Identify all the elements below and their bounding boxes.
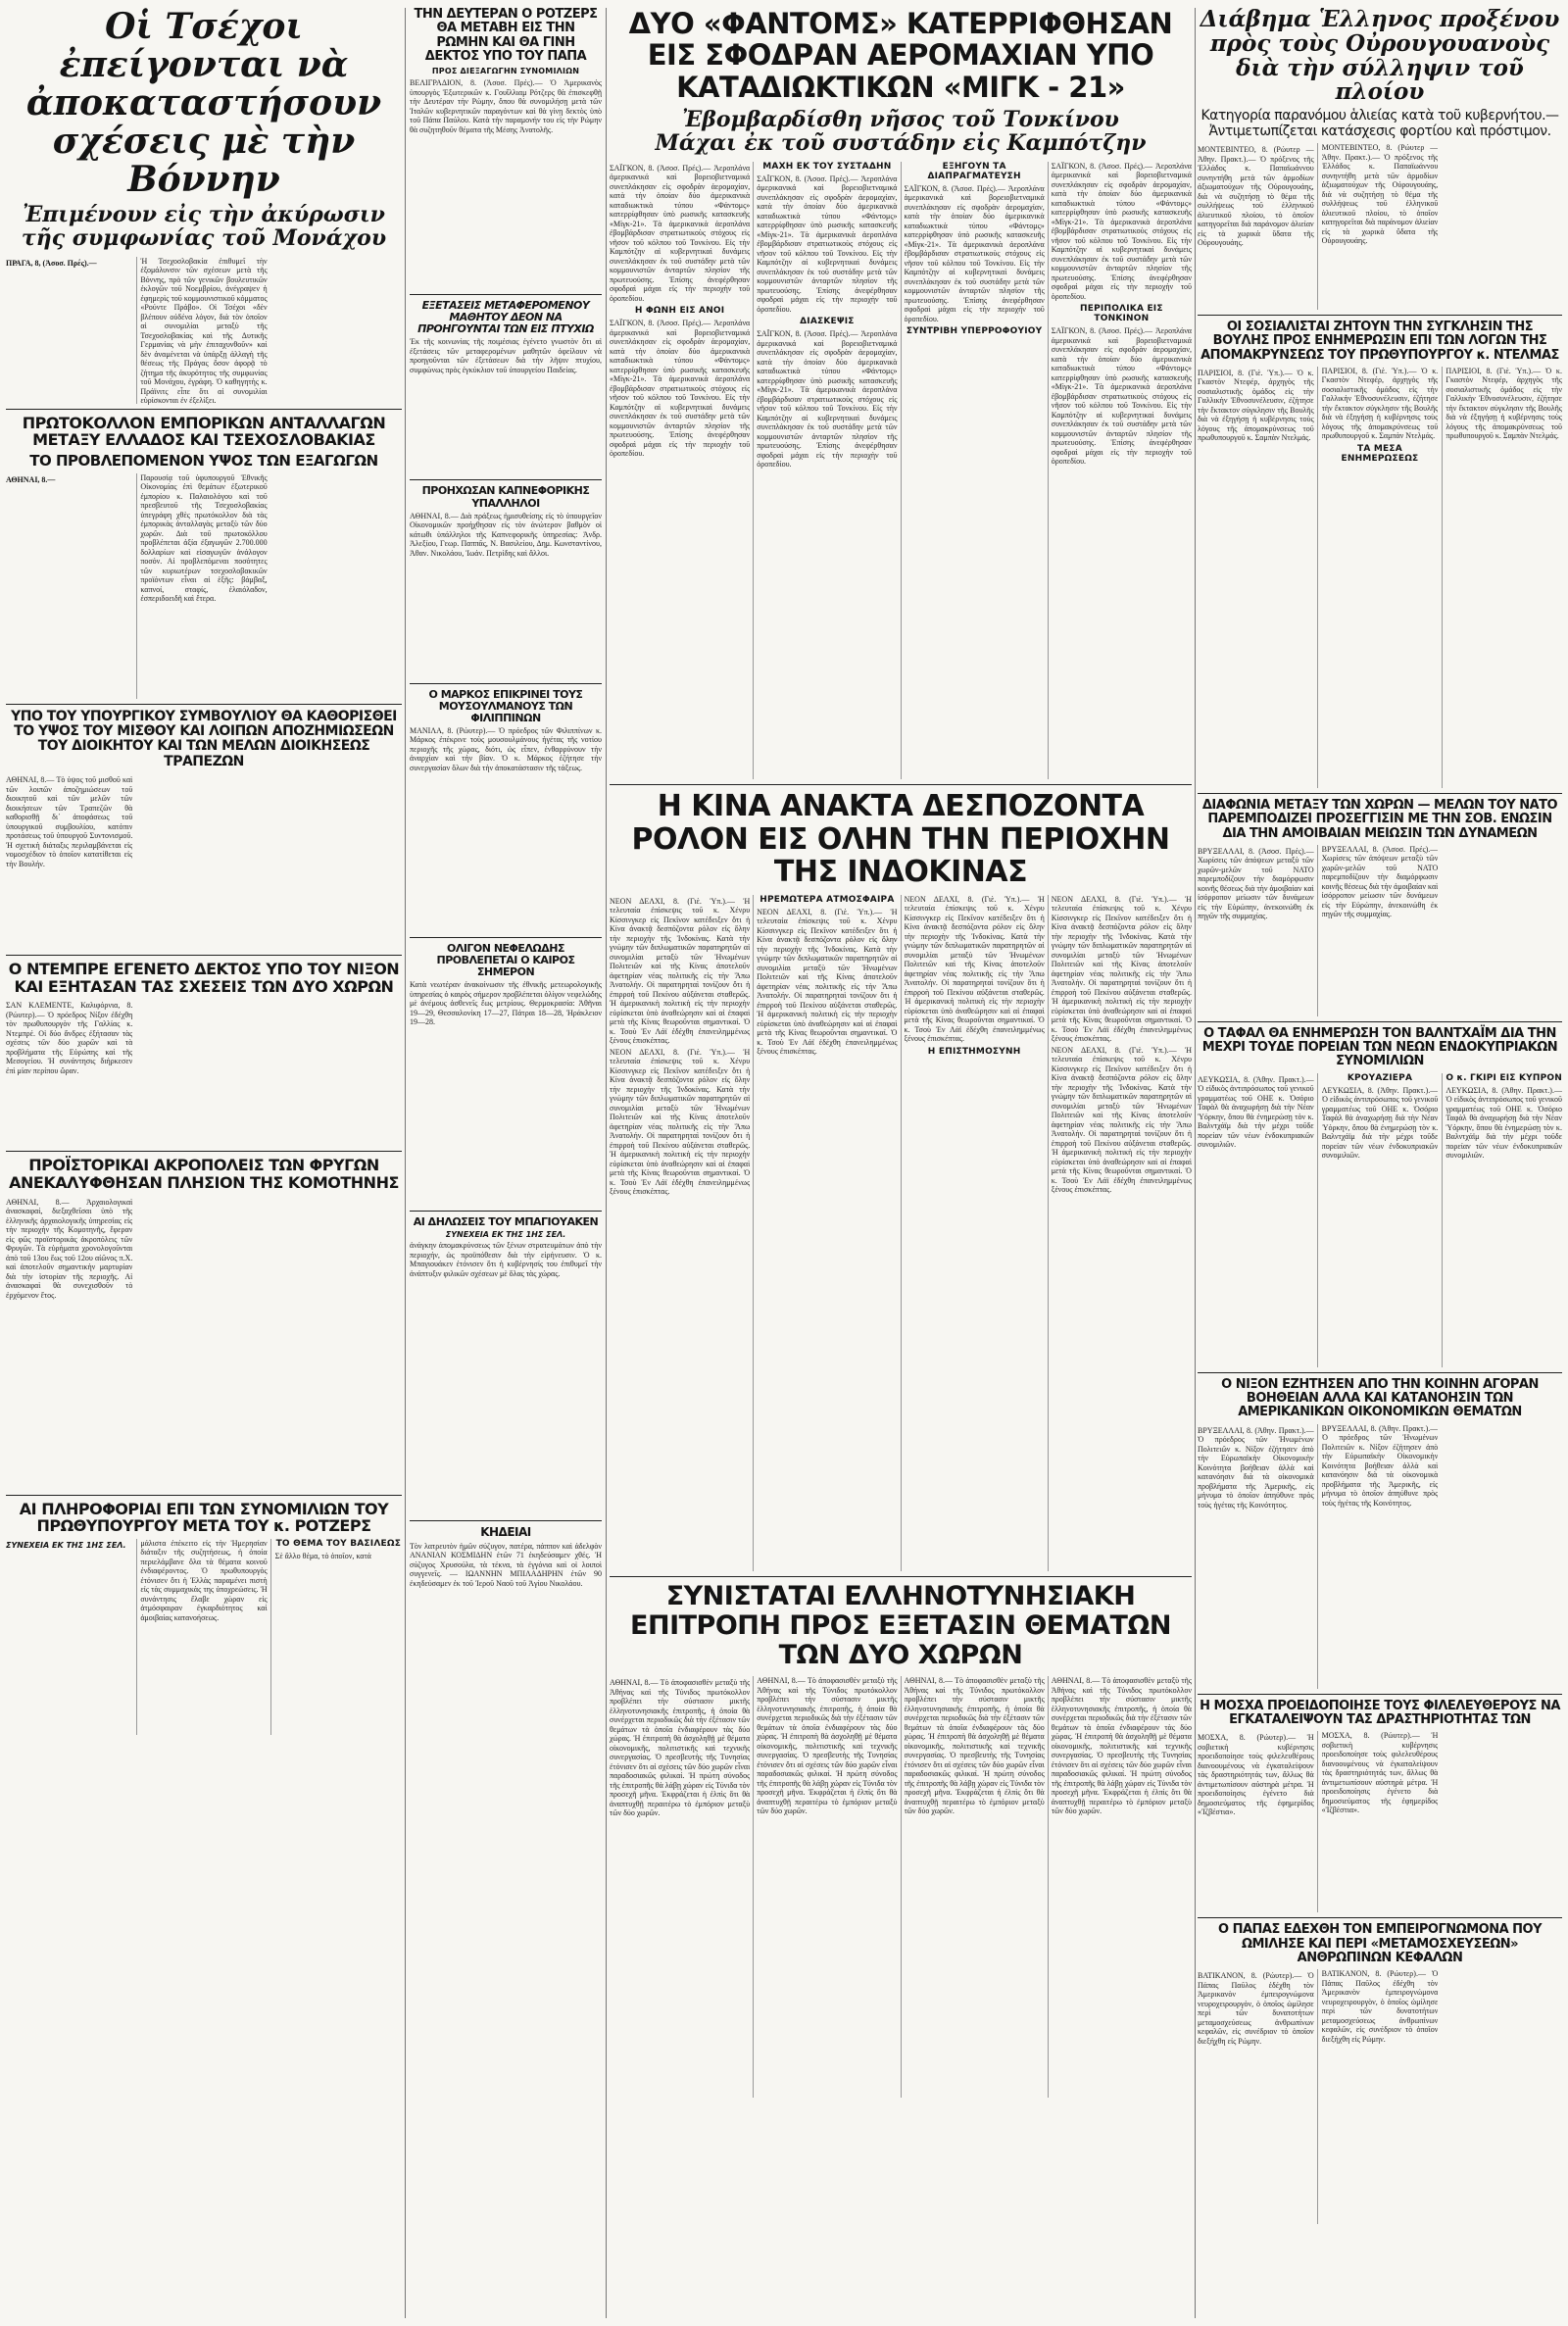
headline-pope: Ο ΠΑΠΑΣ ΕΔΕΧΘΗ ΤΟΝ ΕΜΠΕΙΡΟΓΝΩΜΟΝΑ ΠΟΥ ΩΜΙΛΗΣΕ ΚΑΙ ΠΕΡΙ «ΜΕΤΑΜΟΣΧΕΥΣΕΩΝ» ΑΝΘΡΩΠΙΝΩΝ ΚΕΦΑΛΩΝ (1218, 1922, 1542, 1965)
headline-funerals: ΚΗΔΕΙΑΙ (480, 1525, 531, 1540)
headline-dhaka: ΑΙ ΔΗΛΩΣΕΙΣ ΤΟΥ ΜΠΑΓΙΟΥΑΚΕΝ (413, 1215, 599, 1229)
article-body: ΑΘΗΝΑΙ, 8.— Τὸ ἀποφασισθὲν μεταξὺ τῆς Ἀθήνας καὶ τῆς Τύνιδος πρωτόκολλον προβλέπει τὴν σύστασιν μικτῆς ἑλληνοτυνησιακῆς ἐπιτροπῆς, ἡ ὁποία θὰ συνέρχεται περιοδικῶς διὰ τὴν ἐξέτασιν τῶν θεμάτων τὰ ὁποῖα ἐνδιαφέρουν τὰς δύο χώρας. Ἡ ἐπιτροπὴ θὰ ἀσχοληθῇ μὲ θέματα οἰκονομικῆς, πολιτιστικῆς καὶ τεχνικῆς συνεργασίας. Ὁ πρεσβευτὴς τῆς Τυνησίας ἐτόνισεν ὅτι αἱ σχέσεις τῶν δύο χωρῶν εἶναι παραδοσιακῶς φιλικαί. Ἡ πρώτη σύνοδος τῆς ἐπιτροπῆς θὰ λάβῃ χώραν εἰς Τύνιδα τὸν προσεχῆ μῆνα. Ἐκφράζεται ἡ ἐλπὶς ὅτι θὰ ἀναπτυχθῇ περαιτέρω τὸ ἐμπόριον μεταξὺ τῶν δύο χωρῶν. (757, 1676, 898, 1816)
article-body: ΠΑΡΙΣΙΟΙ, 8. (Γιὲ. Ὑπ.).— Ὁ κ. Γκαστὸν Ντεφέρ, ἀρχηγὸς τῆς σοσιαλιστικῆς ὁμάδος εἰς τὴν Γαλλικὴν Ἐθνοσυνέλευσιν, ἐζήτησε τὴν ἔκτακτον σύγκλησιν τῆς Βουλῆς διὰ νὰ ἐξηγήσῃ ἡ κυβέρνησις τοὺς λόγους τῆς ἀπομακρύνσεως τοῦ πρωθυπουργοῦ κ. Σαμπὰν Ντελμάς. (1446, 366, 1562, 441)
continued-label: ΣΥΝΕΧΕΙΑ ΕΚ ΤΗΣ 1ΗΣ ΣΕΛ. (445, 1230, 566, 1240)
headline-socialists: ΟΙ ΣΟΣΙΑΛΙΣΤΑΙ ΖΗΤΟΥΝ ΤΗΝ ΣΥΓΚΛΗΣΙΝ ΤΗΣ ΒΟΥΛΗΣ ΠΡΟΣ ΕΝΗΜΕΡΩΣΙΝ ΕΠΙ ΤΩΝ ΛΟΓΩΝ ΤΗΣ ΑΠΟΜΑΚΡΥΝΣΕΩΣ ΤΟΥ ΠΡΩΘΥΠΟΥΡΓΟΥ κ. ΝΤΕΛΜΑΣ (1200, 320, 1559, 363)
article-pope (1198, 1969, 1562, 2224)
section-heading: Η ΦΩΝΗ ΕΙΣ ΑΝΟΙ (634, 306, 725, 317)
article-czech (6, 257, 402, 404)
continued-label: ΣΥΝΕΧΕΙΑ ΕΚ ΤΗΣ 1ΗΣ ΣΕΛ. (6, 1540, 126, 1550)
section-heading: Ο κ. ΓΚΙΡΙ ΕΙΣ ΚΥΠΡΟΝ (1446, 1072, 1562, 1083)
section-heading: ΔΙΑΣΚΕΨΙΣ (800, 317, 855, 327)
article-body: ΣΑΝ ΚΛΕΜΕΝΤΕ, Καλιφόρνια, 8. (Ρώυτερ).— Ὁ πρόεδρος Νίξον ἐδέχθη τὸν πρωθυπουργὸν τῆς Γαλλίας κ. Ντεμπρέ. Οἱ δύο ἄνδρες ἐξήτασαν τὰς σχέσεις τῶν δύο χωρῶν καὶ τὰ προβλήματα τῆς Εὐρώπης καὶ τῆς Μεσογείου. Ἡ συνάντησις διήρκεσεν ἐπὶ μίαν περίπου ὥραν. (6, 1001, 133, 1075)
column-center (610, 8, 1192, 2318)
article-body: ΣΑΪΓΚΟΝ, 8. (Ἀσοσ. Πρές).— Ἀεροπλάνα ἀμερικανικά καὶ βορειοβιετναμικά συνεπλάκησαν εἰς σφοδρὰν ἀερομαχίαν, κατὰ τὴν ὁποίαν δύο ἀμερικανικὰ καταδιωκτικὰ τύπου «Φάντομς» κατερρίφθησαν ὑπὸ ρωσικῆς κατασκευῆς «Μὶγκ-21». Τὰ ἀμερικανικὰ ἀεροπλάνα ἐβομβάρδισαν στρατιωτικοὺς στόχους εἰς νῆσον τοῦ κόλπου τοῦ Τονκίνου. Εἰς τὴν Καμπότζην αἱ κυβερνητικαὶ δυνάμεις συνεπλάκησαν ἐκ τοῦ συστάδην μετὰ τῶν κομμουνιστῶν ἀνταρτῶν πλησίον τῆς πρωτευούσης. Ἐπίσης ἀνεφέρθησαν σφοδραὶ μάχαι εἰς τὴν περιοχὴν τοῦ ὁροπεδίου. (1051, 161, 1192, 301)
article-body: ΒΡΥΞΕΛΛΑΙ, 8. (Ἀσοσ. Πρές).— Χωρίσεις τῶν ἀπόψεων μεταξὺ τῶν χωρῶν-μελῶν τοῦ ΝΑΤΟ παρεμποδίζουν τὴν διαμόρφωσιν κοινῆς θέσεως διὰ τὴν ἀμοιβαίαν καὶ ἰσόρροπον μείωσιν τῶν δυνάμεων εἰς τὴν Εὐρώπην, ἀνεκοινώθη ἐκ πηγῶν τῆς συμμαχίας. (1198, 846, 1314, 921)
column-divider (1195, 8, 1196, 2318)
headline-acropolis: ΠΡΟΪΣΤΟΡΙΚΑΙ ΑΚΡΟΠΟΛΕΙΣ ΤΩΝ ΦΡΥΓΩΝ ΑΝΕΚΑΛΥΦΘΗΣΑΝ ΠΛΗΣΙΟΝ ΤΗΣ ΚΟΜΟΤΗΝΗΣ (9, 1156, 399, 1192)
subhead-trade: ΤΟ ΠΡΟΒΛΕΠΟΜΕΝΟΝ ΥΨΟΣ ΤΩΝ ΕΞΑΓΩΓΩΝ (29, 452, 378, 470)
article-body: ΣΑΪΓΚΟΝ, 8. (Ἀσοσ. Πρές).— Ἀεροπλάνα ἀμερικανικά καὶ βορειοβιετναμικά συνεπλάκησαν εἰς σφοδρὰν ἀερομαχίαν, κατὰ τὴν ὁποίαν δύο ἀμερικανικὰ καταδιωκτικὰ τύπου «Φάντομς» κατερρίφθησαν ὑπὸ ρωσικῆς κατασκευῆς «Μὶγκ-21». Τὰ ἀμερικανικὰ ἀεροπλάνα ἐβομβάρδισαν στρατιωτικοὺς στόχους εἰς νῆσον τοῦ κόλπου τοῦ Τονκίνου. Εἰς τὴν Καμπότζην αἱ κυβερνητικαὶ δυνάμεις συνεπλάκησαν ἐκ τοῦ συστάδην μετὰ τῶν κομμουνιστῶν ἀνταρτῶν πλησίον τῆς πρωτευούσης. Ἐπίσης ἀνεφέρθησαν σφοδραὶ μάχαι εἰς τὴν περιοχὴν τοῦ ὁροπεδίου. (757, 173, 898, 314)
article-body: ἀνάγκην ἀπομακρύνσεως τῶν ξένων στρατευμάτων ἀπὸ τὴν περιοχήν, ὡς προϋπόθεσιν διὰ τὴν εἰρήνευσιν. Ὁ κ. Μπαγιουάκεν ἐτόνισεν ὅτι ἡ κυβέρνησίς του ἐπιθυμεῖ τὴν ἀνάπτυξιν φιλικῶν σχέσεων μὲ ὅλας τὰς χώρας. (410, 1241, 602, 1278)
article-body: ΒΑΤΙΚΑΝΟΝ, 8. (Ρώυτερ).— Ὁ Πάπας Παῦλος ἐδέχθη τὸν Ἀμερικανὸν ἐμπειρογνώμονα νευροχειρουργὸν, ὁ ὁποῖος ὡμίλησε περὶ τῶν δυνατοτήτων μεταμοσχεύσεως ἀνθρωπίνων κεφαλῶν, εἰς συνέδριον τὸ ὁποῖον διεξήχθη εἰς Ρώμην. (1321, 1969, 1439, 2044)
article-body: ΒΡΥΞΕΛΛΑΙ, 8. (Ἀσοσ. Πρές).— Χωρίσεις τῶν ἀπόψεων μεταξὺ τῶν χωρῶν-μελῶν τοῦ ΝΑΤΟ παρεμποδίζουν τὴν διαμόρφωσιν κοινῆς θέσεως διὰ τὴν ἀμοιβαίαν καὶ ἰσόρροπον μείωσιν τῶν δυνάμεων εἰς τὴν Εὐρώπην, ἀνεκοινώθη ἐκ πηγῶν τῆς συμμαχίας. (1321, 844, 1439, 919)
subhead-tonkin: Ἐβομβαρδίσθη νῆσος τοῦ Τονκίνου (682, 107, 1119, 133)
article-body: ΑΘΗΝΑΙ, 8.— Τὸ ἀποφασισθὲν μεταξὺ τῆς Ἀθήνας καὶ τῆς Τύνιδος πρωτόκολλον προβλέπει τὴν σύστασιν μικτῆς ἑλληνοτυνησιακῆς ἐπιτροπῆς, ἡ ὁποία θὰ συνέρχεται περιοδικῶς διὰ τὴν ἐξέτασιν τῶν θεμάτων τὰ ὁποῖα ἐνδιαφέρουν τὰς δύο χώρας. Ἡ ἐπιτροπὴ θὰ ἀσχοληθῇ μὲ θέματα οἰκονομικῆς, πολιτιστικῆς καὶ τεχνικῆς συνεργασίας. Ὁ πρεσβευτὴς τῆς Τυνησίας ἐτόνισεν ὅτι αἱ σχέσεις τῶν δύο χωρῶν εἶναι παραδοσιακῶς φιλικαί. Ἡ πρώτη σύνοδος τῆς ἐπιτροπῆς θὰ λάβῃ χώραν εἰς Τύνιδα τὸν προσεχῆ μῆνα. Ἐκφράζεται ἡ ἐλπὶς ὅτι θὰ ἀναπτυχθῇ περαιτέρω τὸ ἐμπόριον μεταξὺ τῶν δύο χωρῶν. (1051, 1676, 1192, 1816)
article-envoy (1198, 143, 1562, 310)
article-body: ΜΟΝΤΕΒΙΝΤΕΟ, 8. (Ρώυτερ — Ἀθην. Πρακτ.).— Ὁ πρόξενος τῆς Ἑλλάδος κ. Παπαϊωάννου συνηντήθη μετὰ τῶν ἁρμοδίων ἀξιωματούχων τῆς Οὐρουγουάης, διὰ νὰ συζητήσῃ τὸ θέμα τῆς συλλήψεως τοῦ ἑλληνικοῦ ἁλιευτικοῦ πλοίου, τὸ ὁποῖον κατηγορεῖται διὰ παράνομον ἁλιείαν εἰς τὰ χωρικὰ ὕδατα τῆς Οὐρουγουάης. (1198, 145, 1314, 248)
article-body: ΑΘΗΝΑΙ, 8.— Τὸ ἀποφασισθὲν μεταξὺ τῆς Ἀθήνας καὶ τῆς Τύνιδος πρωτόκολλον προβλέπει τὴν σύστασιν μικτῆς ἑλληνοτυνησιακῆς ἐπιτροπῆς, ἡ ὁποία θὰ συνέρχεται περιοδικῶς διὰ τὴν ἐξέτασιν τῶν θεμάτων τὰ ὁποῖα ἐνδιαφέρουν τὰς δύο χώρας. Ἡ ἐπιτροπὴ θὰ ἀσχοληθῇ μὲ θέματα οἰκονομικῆς, πολιτιστικῆς καὶ τεχνικῆς συνεργασίας. Ὁ πρεσβευτὴς τῆς Τυνησίας ἐτόνισεν ὅτι αἱ σχέσεις τῶν δύο χωρῶν εἶναι παραδοσιακῶς φιλικαί. Ἡ πρώτη σύνοδος τῆς ἐπιτροπῆς θὰ λάβῃ χώραν εἰς Τύνιδα τὸν προσεχῆ μῆνα. Ἐκφράζεται ἡ ἐλπὶς ὅτι θὰ ἀναπτυχθῇ περαιτέρω τὸ ἐμπόριον μεταξὺ τῶν δύο χωρῶν. (904, 1676, 1045, 1816)
article-body: ΣΑΪΓΚΟΝ, 8. (Ἀσοσ. Πρές).— Ἀεροπλάνα ἀμερικανικά καὶ βορειοβιετναμικά συνεπλάκησαν εἰς σφοδρὰν ἀερομαχίαν, κατὰ τὴν ὁποίαν δύο ἀμερικανικὰ καταδιωκτικὰ τύπου «Φάντομς» κατερρίφθησαν ὑπὸ ρωσικῆς κατασκευῆς «Μὶγκ-21». Τὰ ἀμερικανικὰ ἀεροπλάνα ἐβομβάρδισαν στρατιωτικοὺς στόχους εἰς νῆσον τοῦ κόλπου τοῦ Τονκίνου. Εἰς τὴν Καμπότζην αἱ κυβερνητικαὶ δυνάμεις συνεπλάκησαν ἐκ τοῦ συστάδην μετὰ τῶν κομμουνιστῶν ἀνταρτῶν πλησίον τῆς πρωτευούσης. Ἐπίσης ἀνεφέρθησαν σφοδραὶ μάχαι εἰς τὴν περιοχὴν τοῦ ὁροπεδίου. (904, 183, 1045, 323)
article-body: ΣΑΪΓΚΟΝ, 8. (Ἀσοσ. Πρές).— Ἀεροπλάνα ἀμερικανικά καὶ βορειοβιετναμικά συνεπλάκησαν εἰς σφοδρὰν ἀερομαχίαν, κατὰ τὴν ὁποίαν δύο ἀμερικανικὰ καταδιωκτικὰ τύπου «Φάντομς» κατερρίφθησαν ὑπὸ ρωσικῆς κατασκευῆς «Μὶγκ-21». Τὰ ἀμερικανικὰ ἀεροπλάνα ἐβομβάρδισαν στρατιωτικοὺς στόχους εἰς νῆσον τοῦ κόλπου τοῦ Τονκίνου. Εἰς τὴν Καμπότζην αἱ κυβερνητικαὶ δυνάμεις συνεπλάκησαν ἐκ τοῦ συστάδην μετὰ τῶν κομμουνιστῶν ἀνταρτῶν πλησίον τῆς πρωτευούσης. Ἐπίσης ἀνεφέρθησαν σφοδραὶ μάχαι εἰς τὴν περιοχὴν τοῦ ὁροπεδίου. (610, 319, 751, 459)
column-left (6, 8, 402, 2318)
section-heading: ΠΕΡΙΠΟΛΙΚΑ ΕΙΣ ΤΟΝΚΙΝΟΝ (1080, 304, 1163, 324)
article-body: ΜΑΝΙΛΑ, 8. (Ρώυτερ).— Ὁ πρόεδρος τῶν Φιλιππίνων κ. Μάρκος ἐπέκρινε τοὺς μουσουλμάνους ἡγέτας τῆς νοτίου περιοχῆς τῆς χώρας, διότι, ὡς εἶπεν, ἐνθαρρύνουν τὴν ἀναρχίαν καὶ τὴν βίαν. Ὁ κ. Μάρκος ἐζήτησε τὴν συνεργασίαν ὅλων διὰ τὴν ἀποκατάστασιν τῆς τάξεως. (410, 725, 602, 772)
subhead-cambodia: Μάχαι ἐκ τοῦ συστάδην εἰς Καμπότζην (655, 130, 1147, 157)
section-heading: ΗΡΕΜΩΤΕΡΑ ΑΤΜΟΣΦΑΙΡΑ (760, 894, 895, 905)
article-body: ΒΑΤΙΚΑΝΟΝ, 8. (Ρώυτερ).— Ὁ Πάπας Παῦλος ἐδέχθη τὸν Ἀμερικανὸν ἐμπειρογνώμονα νευροχειρουργὸν, ὁ ὁποῖος ὡμίλησε περὶ τῶν δυνατοτήτων μεταμοσχεύσεως ἀνθρωπίνων κεφαλῶν, εἰς συνέδριον τὸ ὁποῖον διεξήχθη εἰς Ρώμην. (1198, 1971, 1314, 2046)
article-body: ΝΕΟΝ ΔΕΛΧΙ, 8. (Γιὲ. Ὑπ.).— Ἡ τελευταία ἐπίσκεψις τοῦ κ. Χένρυ Κίσσινγκερ εἰς Πεκῖνον κατέδειξεν ὅτι ἡ Κίνα ἀνακτᾷ δεσπόζοντα ρόλον εἰς ὅλην τὴν περιοχὴν τῆς Ἰνδοκίνας. Κατὰ τὴν γνώμην τῶν διπλωματικῶν παρατηρητῶν αἱ συνομιλίαι μεταξὺ τῶν Ἡνωμένων Πολιτειῶν καὶ τῆς Κίνας ἀποτελοῦν ἀφετηρίαν νέας πολιτικῆς εἰς τὴν Ἄπω Ἀνατολήν. Οἱ παρατηρηταὶ τονίζουν ὅτι ἡ ἐπιρροὴ τοῦ Πεκίνου αὐξάνεται σταθερῶς. Ἡ ἀμερικανικὴ πολιτικὴ εἰς τὴν περιοχὴν εὑρίσκεται ὑπὸ ἀναθεώρησιν καὶ αἱ ἐπαφαὶ μετὰ τῆς Κίνας θεωροῦνται σημαντικαί. Ὁ κ. Τσοὺ Ἐν Λάϊ ἐδέχθη ἐπανειλημμένως ξένους ἐπισκέπτας. (757, 907, 898, 1057)
column-middle-left (410, 8, 602, 2318)
column-right (1198, 8, 1562, 2318)
article-body: ΜΟΣΧΑ, 8. (Ρώυτερ).— Ἡ σοβιετικὴ κυβέρνησις προειδοποίησε τοὺς φιλελευθέρους διανοουμένους νὰ ἐγκαταλείψουν τὰς δραστηριότητάς των, ἄλλως θὰ ἀντιμετωπίσουν αὐστηρὰ μέτρα. Ἡ προειδοποίησις ἐγένετο διὰ δημοσιεύματος τῆς ἐφημερίδος «Ἰζβέστια». (1198, 1733, 1314, 1817)
article-tafal (1198, 1073, 1562, 1367)
subhead-czech: Ἐπιμένουν εἰς τὴν ἀκύρωσιν τῆς συμφωνίας τοῦ Μονάχου (21, 202, 387, 252)
headline-moscow: Η ΜΟΣΧΑ ΠΡΟΕΙΔΟΠΟΙΗΣΕ ΤΟΥΣ ΦΙΛΕΛΕΥΘΕΡΟΥΣ ΝΑ ΕΓΚΑΤΑΛΕΙΨΟΥΝ ΤΑΣ ΔΡΑΣΤΗΡΙΟΤΗΤΑΣ ΤΩΝ (1200, 1698, 1560, 1727)
article-body: ΑΘΗΝΑΙ, 8.— Τὸ ὑψος τοῦ μισθοῦ καὶ τῶν λοιπῶν ἀποζημιώσεων τοῦ διοικητοῦ καὶ τῶν μελῶν τῶν διοικήσεων τῶν Τραπεζῶν θὰ καθορισθῇ δι᾽ ἀποφάσεως τοῦ ὑπουργικοῦ συμβουλίου, κατόπιν προτάσεως τοῦ ὑπουργοῦ Συντονισμοῦ. Ἡ σχετικὴ διάταξις περιλαμβάνεται εἰς νομοσχέδιον τὸ ὁποῖον κατατίθεται εἰς τὴν Βουλήν. (6, 775, 133, 868)
column-divider (606, 8, 607, 2318)
section-heading: Η ΕΠΙΣΤΗΜΟΣΥΝΗ (927, 1046, 1021, 1057)
article-moscow (1198, 1731, 1562, 1912)
article-body: Κατὰ νεωτέραν ἀνακοίνωσιν τῆς ἐθνικῆς μετεωρολογικῆς ὑπηρεσίας ὁ καιρὸς σήμερον προβλέπεται ὀλίγον νεφελώδης μὲ ἀνέμους ἀσθενεῖς ἕως μετρίους. Θερμοκρασία: Ἀθῆναι 19—29, Θεσσαλονίκη 17—27, Πάτραι 18—28, Ἡράκλειον 19—28. (410, 980, 602, 1027)
article-body: Ἡ Τσεχοσλοβακία ἐπιθυμεῖ τὴν ἐξομάλυνσιν τῶν σχέσεων μετὰ τῆς Βόννης, πρὸ τῶν γενικῶν βουλευτικῶν ἐκλογῶν τοῦ Νοεμβρίου, ἀνέγραψεν ἡ ἐφημερὶς τοῦ κομμουνιστικοῦ κόμματος «Ρούντε Πράβο». Οἱ Τσέχοι «δὲν βλέπουν οὐδένα λόγον, διὰ τὸν ὁποῖον αἱ συνομιλίαι μεταξὺ τῆς Τσεχοσλοβακίας καὶ τῆς Δυτικῆς Γερμανίας νὰ μὴν ἐπιταχυνθοῦν» καὶ δὲν ἀναμένεται νὰ ὑπάρξῃ ἀλλαγὴ τῆς θέσεως τῆς Πράγας ὅσον ἀφορᾷ τὸ ζήτημα τῆς ἀκυρότητος τῆς συμφωνίας τοῦ Μονάχου, ἐγράφη. Ὁ καθηγητὴς κ. Πράϊνιτς εἶπε ὅτι αἱ συνομιλίαι εὑρίσκονται ἐν ἐξελίξει. (140, 256, 268, 406)
headline-exams: ΕΞΕΤΑΣΕΙΣ ΜΕΤΑΦΕΡΟΜΕΝΟΥ ΜΑΘΗΤΟΥ ΔΕΟΝ ΝΑ ΠΡΟΗΓΟΥΝΤΑΙ ΤΩΝ ΕΙΣ ΠΤΥΧΙΩ (417, 299, 594, 336)
article-rogers-info (6, 1539, 402, 1735)
section-heading: ΤΟ ΘΕΜΑ ΤΟΥ ΒΑΣΙΛΕΩΣ (275, 1538, 402, 1549)
section-heading: ΕΞΗΓΟΥΝ ΤΑ ΔΙΑΠΡΑΓΜΑΤΕΥΣΗ (927, 161, 1021, 181)
article-body: ΣΑΪΓΚΟΝ, 8. (Ἀσοσ. Πρές).— Ἀεροπλάνα ἀμερικανικά καὶ βορειοβιετναμικά συνεπλάκησαν εἰς σφοδρὰν ἀερομαχίαν, κατὰ τὴν ὁποίαν δύο ἀμερικανικὰ καταδιωκτικὰ τύπου «Φάντομς» κατερρίφθησαν ὑπὸ ρωσικῆς κατασκευῆς «Μὶγκ-21». Τὰ ἀμερικανικὰ ἀεροπλάνα ἐβομβάρδισαν στρατιωτικοὺς στόχους εἰς νῆσον τοῦ κόλπου τοῦ Τονκίνου. Εἰς τὴν Καμπότζην αἱ κυβερνητικαὶ δυνάμεις συνεπλάκησαν ἐκ τοῦ συστάδην μετὰ τῶν κομμουνιστῶν ἀνταρτῶν πλησίον τῆς πρωτευούσης. Ἐπίσης ἀνεφέρθησαν σφοδραὶ μάχαι εἰς τὴν περιοχὴν τοῦ ὁροπεδίου. (610, 163, 751, 303)
headline-marcos: Ο ΜΑΡΚΟΣ ΕΠΙΚΡΙΝΕΙ ΤΟΥΣ ΜΟΥΣΟΥΛΜΑΝΟΥΣ ΤΩΝ ΦΙΛΙΠΠΙΝΩΝ (428, 687, 583, 724)
article-salary (6, 773, 402, 950)
headline-trade: ΠΡΩΤΟΚΟΛΛΟΝ ΕΜΠΟΡΙΚΩΝ ΑΝΤΑΛΛΑΓΩΝ ΜΕΤΑΞΥ ΕΛΛΑΔΟΣ ΚΑΙ ΤΣΕΧΟΣΛΟΒΑΚΙΑΣ (22, 413, 386, 450)
article-body: ΒΕΛΙΓΡΑΔΙΟΝ, 8. (Ἀσοσ. Πρές).— Ὁ Ἀμερικανὸς ὑπουργὸς Ἐξωτερικῶν κ. Γουΐλλιαμ Ρότζερς θὰ ἐπισκεφθῇ τὴν Δευτέραν τὴν Ρώμην, ὅπου θὰ συνομιλήσῃ μετὰ τῶν Ἰταλῶν κυβερνητικῶν παραγόντων καὶ θὰ γίνῃ δεκτὸς ὑπὸ τοῦ Πάπα Παύλου. Κατὰ τὴν παραμονήν του εἰς τὴν Ρώμην θὰ συζητηθοῦν θέματα τῆς Μέσης Ἀνατολῆς. (410, 78, 602, 134)
headline-nato: ΔΙΑΦΩΝΙΑ ΜΕΤΑΞΥ ΤΩΝ ΧΩΡΩΝ — ΜΕΛΩΝ ΤΟΥ ΝΑΤΟ ΠΑΡΕΜΠΟΔΙΖΕΙ ΠΡΟΣΕΓΓΙΣΙΝ ΜΕ ΤΗΝ ΣΟΒ. ΕΝΩΣΙΝ ΔΙΑ ΤΗΝ ΑΜΟΙΒΑΙΑΝ ΜΕΙΩΣΙΝ ΤΩΝ ΔΥΝΑΜΕΩΝ (1201, 797, 1558, 841)
headline-rogers-rome: ΤΗΝ ΔΕΥΤΕΡΑΝ Ο ΡΟΤΖΕΡΣ ΘΑ ΜΕΤΑΒΗ ΕΙΣ ΤΗΝ ΡΩΜΗΝ ΚΑΙ ΘΑ ΓΙΝΗ ΔΕΚΤΟΣ ΥΠΟ ΤΟΥ ΠΑΠΑ (414, 8, 598, 64)
article-body: μάλιστα ἐπέκειτο εἰς τὴν Ἡμερησίαν διάταξιν τῆς συζητήσεως, ἡ ὁποία περιελάμβανε ὅλα τὰ θέματα κοινοῦ ἐνδιαφέροντος. Ὁ πρωθυπουργὸς ἐτόνισεν ὅτι ἡ Ἑλλὰς παραμένει πιστὴ εἰς τὰς συμμαχικὰς της ὑποχρεώσεις. Ἡ συνάντησις ἔλαβε χώραν εἰς ἀτμόσφαιραν ἐγκαρδιότητος καὶ ἀμοιβαίας κατανοήσεως. (140, 1538, 268, 1622)
article-body: Τὸν λατρευτὸν ἡμῶν σύζυγον, πατέρα, πάππον καὶ ἀδελφὸν ΑΝΑΝΙΑΝ ΚΟΣΜΙΔΗΝ ἐτῶν 71 ἐκηδεύσαμεν χθές. Ἡ σύζυγος Χρυσούλα, τὰ τέκνα, τὰ ἐγγόνια καὶ οἱ λοιποὶ συγγενεῖς. — ΙΩΑΝΝΗΝ ΜΠΙΛΑΔΗΡΗΝ ἐτῶν 90 ἐκηδεύσαμεν ἐκ τοῦ Ἱεροῦ Ναοῦ τοῦ Ἁγίου Νικολάου. (410, 1541, 602, 1588)
article-body: ΒΡΥΞΕΛΛΑΙ, 8. (Ἀθην. Πρακτ.).— Ὁ πρόεδρος τῶν Ἡνωμένων Πολιτειῶν κ. Νίξον ἐζήτησεν ἀπὸ τὴν Εὐρωπαϊκὴν Οἰκονομικὴν Κοινότητα βοήθειαν ἀλλὰ καὶ κατανόησιν διὰ τὰ οἰκονομικὰ προβλήματα τῆς Ἀμερικῆς, εἰς μήνυμα τὸ ὁποῖον ἀπηύθυνε πρὸς τοὺς ἡγέτας τῆς Κοινότητος. (1198, 1425, 1314, 1509)
article-body: ΣΑΪΓΚΟΝ, 8. (Ἀσοσ. Πρές).— Ἀεροπλάνα ἀμερικανικά καὶ βορειοβιετναμικά συνεπλάκησαν εἰς σφοδρὰν ἀερομαχίαν, κατὰ τὴν ὁποίαν δύο ἀμερικανικὰ καταδιωκτικὰ τύπου «Φάντομς» κατερρίφθησαν ὑπὸ ρωσικῆς κατασκευῆς «Μὶγκ-21». Τὰ ἀμερικανικὰ ἀεροπλάνα ἐβομβάρδισαν στρατιωτικοὺς στόχους εἰς νῆσον τοῦ κόλπου τοῦ Τονκίνου. Εἰς τὴν Καμπότζην αἱ κυβερνητικαὶ δυνάμεις συνεπλάκησαν ἐκ τοῦ συστάδην μετὰ τῶν κομμουνιστῶν ἀνταρτῶν πλησίον τῆς πρωτευούσης. Ἐπίσης ἀνεφέρθησαν σφοδραὶ μάχαι εἰς τὴν περιοχὴν τοῦ ὁροπεδίου. (757, 329, 898, 470)
headline-czech: Οἱ Τσέχοι ἐπείγονται νὰ ἀποκαταστήσουν σχέσεις μὲ τὴν Βόννην (25, 8, 382, 200)
subhead: ΠΡΟΣ ΔΙΕΞΑΓΩΓΗΝ ΣΥΝΟΜΙΛΙΩΝ (431, 67, 580, 76)
article-body: ΝΕΟΝ ΔΕΛΧΙ, 8. (Γιὲ. Ὑπ.).— Ἡ τελευταία ἐπίσκεψις τοῦ κ. Χένρυ Κίσσινγκερ εἰς Πεκῖνον κατέδειξεν ὅτι ἡ Κίνα ἀνακτᾷ δεσπόζοντα ρόλον εἰς ὅλην τὴν περιοχὴν τῆς Ἰνδοκίνας. Κατὰ τὴν γνώμην τῶν διπλωματικῶν παρατηρητῶν αἱ συνομιλίαι μεταξὺ τῶν Ἡνωμένων Πολιτειῶν καὶ τῆς Κίνας ἀποτελοῦν ἀφετηρίαν νέας πολιτικῆς εἰς τὴν Ἄπω Ἀνατολήν. Οἱ παρατηρηταὶ τονίζουν ὅτι ἡ ἐπιρροὴ τοῦ Πεκίνου αὐξάνεται σταθερῶς. Ἡ ἀμερικανικὴ πολιτικὴ εἰς τὴν περιοχὴν εὑρίσκεται ὑπὸ ἀναθεώρησιν καὶ αἱ ἐπαφαὶ μετὰ τῆς Κίνας θεωροῦνται σημαντικαί. Ὁ κ. Τσοὺ Ἐν Λάϊ ἐδέχθη ἐπανειλημμένως ξένους ἐπισκέπτας. (610, 1047, 751, 1197)
article-nato (1198, 845, 1562, 1016)
article-nixon-market (1198, 1424, 1562, 1689)
headline-nixon-debre: Ο ΝΤΕΜΠΡΕ ΕΓΕΝΕΤΟ ΔΕΚΤΟΣ ΥΠΟ ΤΟΥ ΝΙΞΟΝ ΚΑΙ ΕΞΗΤΑΣΑΝ ΤΑΣ ΣΧΕΣΕΙΣ ΤΩΝ ΔΥΟ ΧΩΡΩΝ (8, 960, 400, 996)
article-trade (6, 473, 402, 699)
article-body: ΝΕΟΝ ΔΕΛΧΙ, 8. (Γιὲ. Ὑπ.).— Ἡ τελευταία ἐπίσκεψις τοῦ κ. Χένρυ Κίσσινγκερ εἰς Πεκῖνον κατέδειξεν ὅτι ἡ Κίνα ἀνακτᾷ δεσπόζοντα ρόλον εἰς ὅλην τὴν περιοχὴν τῆς Ἰνδοκίνας. Κατὰ τὴν γνώμην τῶν διπλωματικῶν παρατηρητῶν αἱ συνομιλίαι μεταξὺ τῶν Ἡνωμένων Πολιτειῶν καὶ τῆς Κίνας ἀποτελοῦν ἀφετηρίαν νέας πολιτικῆς εἰς τὴν Ἄπω Ἀνατολήν. Οἱ παρατηρηταὶ τονίζουν ὅτι ἡ ἐπιρροὴ τοῦ Πεκίνου αὐξάνεται σταθερῶς. Ἡ ἀμερικανικὴ πολιτικὴ εἰς τὴν περιοχὴν εὑρίσκεται ὑπὸ ἀναθεώρησιν καὶ αἱ ἐπαφαὶ μετὰ τῆς Κίνας θεωροῦνται σημαντικαί. Ὁ κ. Τσοὺ Ἐν Λάϊ ἐδέχθη ἐπανειλημμένως ξένους ἐπισκέπτας. (904, 894, 1045, 1044)
article-body: ΑΘΗΝΑΙ, 8.— Διὰ πράξεως ἡμισυθείσης εἰς τὸ ὑπουργεῖον Οἰκονομικῶν προήχθησαν εἰς τὸν ἀνώτερον βαθμὸν οἱ κάτωθι ὑπάλληλοι τῆς Καπνεφορικῆς ὑπηρεσίας: Ἀνδρ. Ἀλεξίου, Γεωρ. Παππᾶς, Ν. Βασιλείου, Δημ. Κωνσταντίνου, Ἀθαν. Νικολάου, Ἰωάν. Πετρίδης καὶ ἄλλοι. (410, 511, 602, 558)
article-body: ΝΕΟΝ ΔΕΛΧΙ, 8. (Γιὲ. Ὑπ.).— Ἡ τελευταία ἐπίσκεψις τοῦ κ. Χένρυ Κίσσινγκερ εἰς Πεκῖνον κατέδειξεν ὅτι ἡ Κίνα ἀνακτᾷ δεσπόζοντα ρόλον εἰς ὅλην τὴν περιοχὴν τῆς Ἰνδοκίνας. Κατὰ τὴν γνώμην τῶν διπλωματικῶν παρατηρητῶν αἱ συνομιλίαι μεταξὺ τῶν Ἡνωμένων Πολιτειῶν καὶ τῆς Κίνας ἀποτελοῦν ἀφετηρίαν νέας πολιτικῆς εἰς τὴν Ἄπω Ἀνατολήν. Οἱ παρατηρηταὶ τονίζουν ὅτι ἡ ἐπιρροὴ τοῦ Πεκίνου αὐξάνεται σταθερῶς. Ἡ ἀμερικανικὴ πολιτικὴ εἰς τὴν περιοχὴν εὑρίσκεται ὑπὸ ἀναθεώρησιν καὶ αἱ ἐπαφαὶ μετὰ τῆς Κίνας θεωροῦνται σημαντικαί. Ὁ κ. Τσοὺ Ἐν Λάϊ ἐδέχθη ἐπανειλημμένως ξένους ἐπισκέπτας. (610, 896, 751, 1046)
article-body: ΛΕΥΚΩΣΙΑ, 8. (Ἀθην. Πρακτ.).— Ὁ εἰδικὸς ἀντιπρόσωπος τοῦ γενικοῦ γραμματέως τοῦ ΟΗΕ κ. Ὀσόριο Ταφὰλ θὰ ἀναχωρήσῃ διὰ τὴν Νέαν Ὑόρκην, ὅπου θὰ ἐνημερώσῃ τὸν κ. Βαλντχάϊμ διὰ τὴν μέχρι τοῦδε πορείαν τῶν νέων ἐνδοκυπριακῶν συνομιλιῶν. (1321, 1085, 1439, 1161)
subhead-envoy: Κατηγορία παρανόμου ἁλιείας κατὰ τοῦ κυβερνήτου.—Ἀντιμετωπίζεται κατάσχεσις φορτίου καὶ πρόστιμον. (1200, 108, 1559, 139)
article-body: ΛΕΥΚΩΣΙΑ, 8. (Ἀθην. Πρακτ.).— Ὁ εἰδικὸς ἀντιπρόσωπος τοῦ γενικοῦ γραμματέως τοῦ ΟΗΕ κ. Ὀσόριο Ταφὰλ θὰ ἀναχωρήσῃ διὰ τὴν Νέαν Ὑόρκην, ὅπου θὰ ἐνημερώσῃ τὸν κ. Βαλντχάϊμ διὰ τὴν μέχρι τοῦδε πορείαν τῶν νέων ἐνδοκυπριακῶν συνομιλιῶν. (1446, 1085, 1562, 1161)
article-socialists (1198, 367, 1562, 788)
article-body: ΠΑΡΙΣΙΟΙ, 8. (Γιὲ. Ὑπ.).— Ὁ κ. Γκαστὸν Ντεφέρ, ἀρχηγὸς τῆς σοσιαλιστικῆς ὁμάδος εἰς τὴν Γαλλικὴν Ἐθνοσυνέλευσιν, ἐζήτησε τὴν ἔκτακτον σύγκλησιν τῆς Βουλῆς διὰ νὰ ἐξηγήσῃ ἡ κυβέρνησις τοὺς λόγους τῆς ἀπομακρύνσεως τοῦ πρωθυπουργοῦ κ. Σαμπὰν Ντελμάς. (1198, 368, 1314, 443)
headline-smoke: ΠΡΟΗΧΩΣΑΝ ΚΑΠΝΕΦΟΡΙΚΗΣ ΥΠΑΛΛΗΛΟΙ (421, 484, 590, 510)
section-heading: ΚΡΟΥΑΖΙΕΡΑ (1347, 1072, 1413, 1083)
article-body: Ἐκ τῆς κοινωνίας τῆς ποιμέσιας ἐγένετο γνωστὸν ὅτι αἱ ἐξετάσεις τῶν μεταφερομένων μαθητῶν ὀφείλουν νὰ προηγοῦνται τῶν ἐξετάσεων διὰ τὴν λῆψιν πτυχίου, συμφώνως πρὸς ἐγκύκλιον τοῦ ὑπουργείου Παιδείας. (410, 337, 602, 374)
article-phantoms (610, 162, 1192, 779)
article-body: ΠΑΡΙΣΙΟΙ, 8. (Γιὲ. Ὑπ.).— Ὁ κ. Γκαστὸν Ντεφέρ, ἀρχηγὸς τῆς σοσιαλιστικῆς ὁμάδος εἰς τὴν Γαλλικὴν Ἐθνοσυνέλευσιν, ἐζήτησε τὴν ἔκτακτον σύγκλησιν τῆς Βουλῆς διὰ νὰ ἐξηγήσῃ ἡ κυβέρνησις τοὺς λόγους τῆς ἀπομακρύνσεως τοῦ πρωθυπουργοῦ κ. Σαμπὰν Ντελμάς. (1321, 366, 1439, 441)
headline-phantoms: ΔΥΟ «ΦΑΝΤΟΜΣ» ΚΑΤΕΡΡΙΦΘΗΣΑΝ ΕΙΣ ΣΦΟΔΡΑΝ ΑΕΡΟΜΑΧΙΑΝ ΥΠΟ ΚΑΤΑΔΙΩΚΤΙΚΩΝ «ΜΙΓΚ - 21» (628, 8, 1173, 104)
headline-committee: ΣΥΝΙΣΤΑΤΑΙ ΕΛΛΗΝΟΤΥΝΗΣΙΑΚΗ ΕΠΙΤΡΟΠΗ ΠΡΟΣ ΕΞΕΤΑΣΙΝ ΘΕΜΑΤΩΝ ΤΩΝ ΔΥΟ ΧΩΡΩΝ (630, 1580, 1171, 1671)
article-body: ΜΟΝΤΕΒΙΝΤΕΟ, 8. (Ρώυτερ — Ἀθην. Πρακτ.).— Ὁ πρόξενος τῆς Ἑλλάδος κ. Παπαϊωάννου συνηντήθη μετὰ τῶν ἁρμοδίων ἀξιωματούχων τῆς Οὐρουγουάης, διὰ νὰ συζητήσῃ τὸ θέμα τῆς συλλήψεως τοῦ ἑλληνικοῦ ἁλιευτικοῦ πλοίου, τὸ ὁποῖον κατηγορεῖται διὰ παράνομον ἁλιείαν εἰς τὰ χωρικὰ ὕδατα τῆς Οὐρουγουάης. (1321, 143, 1439, 246)
section-heading: ΜΑΧΗ ΕΚ ΤΟΥ ΣΥΣΤΑΔΗΝ (762, 161, 892, 172)
article-committee (610, 1676, 1192, 2098)
article-body: ΑΘΗΝΑΙ, 8.— Ἀρχαιολογικαὶ ἀνασκαφαί, διεξαχθεῖσαι ὑπὸ τῆς ἑλληνικῆς ἀρχαιολογικῆς ὑπηρεσίας εἰς τὴν περιοχὴν τῆς Κομοτηνῆς, ἔφεραν εἰς φῶς προϊστορικὰς ἀκροπόλεις τῶν Φρυγῶν. Τὰ εὑρήματα χρονολογοῦνται ἀπὸ τοῦ 13ου ἕως τοῦ 12ου αἰῶνος π.Χ. καὶ ἀποτελοῦν σημαντικὴν μαρτυρίαν διὰ τὴν ἱστορίαν τῆς περιοχῆς. Αἱ ἀνασκαφαὶ θὰ συνεχισθοῦν τὸ ἐρχόμενον ἔτος. (6, 1197, 133, 1300)
article-body: ΛΕΥΚΩΣΙΑ, 8. (Ἀθην. Πρακτ.).— Ὁ εἰδικὸς ἀντιπρόσωπος τοῦ γενικοῦ γραμματέως τοῦ ΟΗΕ κ. Ὀσόριο Ταφὰλ θὰ ἀναχωρήσῃ διὰ τὴν Νέαν Ὑόρκην, ὅπου θὰ ἐνημερώσῃ τὸν κ. Βαλντχάϊμ διὰ τὴν μέχρι τοῦδε πορείαν τῶν νέων ἐνδοκυπριακῶν συνομιλιῶν. (1198, 1074, 1314, 1150)
headline-weather: ΟΛΙΓΟΝ ΝΕΦΕΛΩΔΗΣ ΠΡΟΒΛΕΠΕΤΑΙ Ο ΚΑΙΡΟΣ ΣΗΜΕΡΟΝ (436, 941, 575, 979)
article-body: Παρουσίᾳ τοῦ ὑφυπουργοῦ Ἐθνικῆς Οἰκονομίας ἐπὶ θεμάτων ἐξωτερικοῦ ἐμπορίου κ. Παλαιολόγου καὶ τοῦ πρεσβευτοῦ τῆς Τσεχοσλοβακίας ὑπεγράφη χθὲς πρωτόκολλον διὰ τὰς ἐμπορικὰς ἀνταλλαγὰς μεταξὺ τῶν δύο χωρῶν. Διὰ τοῦ πρωτοκόλλου προβλέπεται ἀξία ἐξαγωγῶν 2.700.000 δολλαρίων καὶ εἰσαγωγῶν ἀνάλογον ποσόν. Αἱ προβλεπόμεναι ποσότητες τῶν κυριωτέρων τσεχοσλοβακικῶν προϊόντων εἶναι αἱ ἑξῆς: βάμβαξ, καπνοί, σταφίς, ἐλαιόλαδον, ἐσπεριδοειδῆ καὶ ἕτερα. (140, 472, 268, 604)
headline-salary: ΥΠΟ ΤΟΥ ΥΠΟΥΡΓΙΚΟΥ ΣΥΜΒΟΥΛΙΟΥ ΘΑ ΚΑΘΟΡΙΣΘΕΙ ΤΟ ΥΨΟΣ ΤΟΥ ΜΙΣΘΟΥ ΚΑΙ ΛΟΙΠΩΝ ΑΠΟΖΗΜΙΩΣΕΩΝ ΤΟΥ ΔΙΟΙΚΗΤΟΥ ΚΑΙ ΤΩΝ ΜΕΛΩΝ ΔΙΟΙΚΗΣΕΩΣ ΤΡΑΠΕΖΩΝ (11, 708, 397, 769)
article-body: ΑΘΗΝΑΙ, 8.— Τὸ ἀποφασισθὲν μεταξὺ τῆς Ἀθήνας καὶ τῆς Τύνιδος πρωτόκολλον προβλέπει τὴν σύστασιν μικτῆς ἑλληνοτυνησιακῆς ἐπιτροπῆς, ἡ ὁποία θὰ συνέρχεται περιοδικῶς διὰ τὴν ἐξέτασιν τῶν θεμάτων τὰ ὁποῖα ἐνδιαφέρουν τὰς δύο χώρας. Ἡ ἐπιτροπὴ θὰ ἀσχοληθῇ μὲ θέματα οἰκονομικῆς, πολιτιστικῆς καὶ τεχνικῆς συνεργασίας. Ὁ πρεσβευτὴς τῆς Τυνησίας ἐτόνισεν ὅτι αἱ σχέσεις τῶν δύο χωρῶν εἶναι παραδοσιακῶς φιλικαί. Ἡ πρώτη σύνοδος τῆς ἐπιτροπῆς θὰ λάβῃ χώραν εἰς Τύνιδα τὸν προσεχῆ μῆνα. Ἐκφράζεται ἡ ἐλπὶς ὅτι θὰ ἀναπτυχθῇ περαιτέρω τὸ ἐμπόριον μεταξὺ τῶν δύο χωρῶν. (610, 1678, 751, 1818)
article-china (610, 895, 1192, 1571)
article-body: ΣΑΪΓΚΟΝ, 8. (Ἀσοσ. Πρές).— Ἀεροπλάνα ἀμερικανικά καὶ βορειοβιετναμικά συνεπλάκησαν εἰς σφοδρὰν ἀερομαχίαν, κατὰ τὴν ὁποίαν δύο ἀμερικανικὰ καταδιωκτικὰ τύπου «Φάντομς» κατερρίφθησαν ὑπὸ ρωσικῆς κατασκευῆς «Μὶγκ-21». Τὰ ἀμερικανικὰ ἀεροπλάνα ἐβομβάρδισαν στρατιωτικοὺς στόχους εἰς νῆσον τοῦ κόλπου τοῦ Τονκίνου. Εἰς τὴν Καμπότζην αἱ κυβερνητικαὶ δυνάμεις συνεπλάκησαν ἐκ τοῦ συστάδην μετὰ τῶν κομμουνιστῶν ἀνταρτῶν πλησίον τῆς πρωτευούσης. Ἐπίσης ἀνεφέρθησαν σφοδραὶ μάχαι εἰς τὴν περιοχὴν τοῦ ὁροπεδίου. (1051, 326, 1192, 467)
article-body: ΝΕΟΝ ΔΕΛΧΙ, 8. (Γιὲ. Ὑπ.).— Ἡ τελευταία ἐπίσκεψις τοῦ κ. Χένρυ Κίσσινγκερ εἰς Πεκῖνον κατέδειξεν ὅτι ἡ Κίνα ἀνακτᾷ δεσπόζοντα ρόλον εἰς ὅλην τὴν περιοχὴν τῆς Ἰνδοκίνας. Κατὰ τὴν γνώμην τῶν διπλωματικῶν παρατηρητῶν αἱ συνομιλίαι μεταξὺ τῶν Ἡνωμένων Πολιτειῶν καὶ τῆς Κίνας ἀποτελοῦν ἀφετηρίαν νέας πολιτικῆς εἰς τὴν Ἄπω Ἀνατολήν. Οἱ παρατηρηταὶ τονίζουν ὅτι ἡ ἐπιρροὴ τοῦ Πεκίνου αὐξάνεται σταθερῶς. Ἡ ἀμερικανικὴ πολιτικὴ εἰς τὴν περιοχὴν εὑρίσκεται ὑπὸ ἀναθεώρησιν καὶ αἱ ἐπαφαὶ μετὰ τῆς Κίνας θεωροῦνται σημαντικαί. Ὁ κ. Τσοὺ Ἐν Λάϊ ἐδέχθη ἐπανειλημμένως ξένους ἐπισκέπτας. (1051, 1045, 1192, 1195)
section-heading: ΣΥΝΤΡΙΒΗ ΥΠΕΡΡΟΦΟΥΙΟΥ (906, 326, 1043, 337)
headline-nixon-market: Ο ΝΙΞΟΝ ΕΖΗΤΗΣΕΝ ΑΠΟ ΤΗΝ ΚΟΙΝΗΝ ΑΓΟΡΑΝ ΒΟΗΘΕΙΑΝ ΑΛΛΑ ΚΑΙ ΚΑΤΑΝΟΗΣΙΝ ΤΩΝ ΑΜΕΡΙΚΑΝΙΚΩΝ ΟΙΚΟΝΟΜΙΚΩΝ ΘΕΜΑΤΩΝ (1221, 1376, 1539, 1420)
headline-china: Η ΚΙΝΑ ΑΝΑΚΤΑ ΔΕΣΠΟΖΟΝΤΑ ΡΟΛΟΝ ΕΙΣ ΟΛΗΝ ΤΗΝ ΠΕΡΙΟΧΗΝ ΤΗΣ ΙΝΔΟΚΙΝΑΣ (631, 788, 1170, 890)
article-body: ΜΟΣΧΑ, 8. (Ρώυτερ).— Ἡ σοβιετικὴ κυβέρνησις προειδοποίησε τοὺς φιλελευθέρους διανοουμένους νὰ ἐγκαταλείψουν τὰς δραστηριότητάς των, ἄλλως θὰ ἀντιμετωπίσουν αὐστηρὰ μέτρα. Ἡ προειδοποίησις ἐγένετο διὰ δημοσιεύματος τῆς ἐφημερίδος «Ἰζβέστια». (1321, 1731, 1439, 1815)
article-body: Σὲ ἄλλο θέμα, τὸ ὁποῖον, κατά (274, 1551, 371, 1560)
dateline: ΠΡΑΓΑ, 8, (Ἀσοσ. Πρές).— (6, 258, 97, 268)
headline-rogers-info: ΑΙ ΠΛΗΡΟΦΟΡΙΑΙ ΕΠΙ ΤΩΝ ΣΥΝΟΜΙΛΙΩΝ ΤΟΥ ΠΡΩΘΥΠΟΥΡΓΟΥ ΜΕΤΑ ΤΟΥ κ. ΡΟΤΖΕΡΣ (19, 1499, 389, 1536)
article-body: ΒΡΥΞΕΛΛΑΙ, 8. (Ἀθην. Πρακτ.).— Ὁ πρόεδρος τῶν Ἡνωμένων Πολιτειῶν κ. Νίξον ἐζήτησεν ἀπὸ τὴν Εὐρωπαϊκὴν Οἰκονομικὴν Κοινότητα βοήθειαν ἀλλὰ καὶ κατανόησιν διὰ τὰ οἰκονομικὰ προβλήματα τῆς Ἀμερικῆς, εἰς μήνυμα τὸ ὁποῖον ἀπηύθυνε πρὸς τοὺς ἡγέτας τῆς Κοινότητος. (1321, 1423, 1439, 1508)
section-heading: ΤΑ ΜΕΣΑ ΕΝΗΜΕΡΩΣΕΩΣ (1341, 443, 1419, 464)
dateline: ΑΘΗΝΑΙ, 8.— (6, 474, 56, 484)
article-nixon-debre (6, 999, 402, 1146)
article-acropolis (6, 1196, 402, 1490)
headline-tafal: Ο ΤΑΦΑΛ ΘΑ ΕΝΗΜΕΡΩΣΗ ΤΟΝ ΒΑΛΝΤΧΑΪΜ ΔΙΑ ΤΗΝ ΜΕΧΡΙ ΤΟΥΔΕ ΠΟΡΕΙΑΝ ΤΩΝ ΝΕΩΝ ΕΝΔΟΚΥΠΡΙΑΚΩΝ ΣΥΝΟΜΙΛΙΩΝ (1201, 1025, 1558, 1069)
column-divider (405, 8, 406, 2318)
headline-envoy: Διάβημα Ἑλληνος προξένου πρὸς τοὺς Οὐρουγουανοὺς διὰ τὴν σύλληψιν τοῦ πλοίου (1200, 8, 1560, 106)
article-body: ΝΕΟΝ ΔΕΛΧΙ, 8. (Γιὲ. Ὑπ.).— Ἡ τελευταία ἐπίσκεψις τοῦ κ. Χένρυ Κίσσινγκερ εἰς Πεκῖνον κατέδειξεν ὅτι ἡ Κίνα ἀνακτᾷ δεσπόζοντα ρόλον εἰς ὅλην τὴν περιοχὴν τῆς Ἰνδοκίνας. Κατὰ τὴν γνώμην τῶν διπλωματικῶν παρατηρητῶν αἱ συνομιλίαι μεταξὺ τῶν Ἡνωμένων Πολιτειῶν καὶ τῆς Κίνας ἀποτελοῦν ἀφετηρίαν νέας πολιτικῆς εἰς τὴν Ἄπω Ἀνατολήν. Οἱ παρατηρηταὶ τονίζουν ὅτι ἡ ἐπιρροὴ τοῦ Πεκίνου αὐξάνεται σταθερῶς. Ἡ ἀμερικανικὴ πολιτικὴ εἰς τὴν περιοχὴν εὑρίσκεται ὑπὸ ἀναθεώρησιν καὶ αἱ ἐπαφαὶ μετὰ τῆς Κίνας θεωροῦνται σημαντικαί. Ὁ κ. Τσοὺ Ἐν Λάϊ ἐδέχθη ἐπανειλημμένως ξένους ἐπισκέπτας. (1051, 894, 1192, 1044)
